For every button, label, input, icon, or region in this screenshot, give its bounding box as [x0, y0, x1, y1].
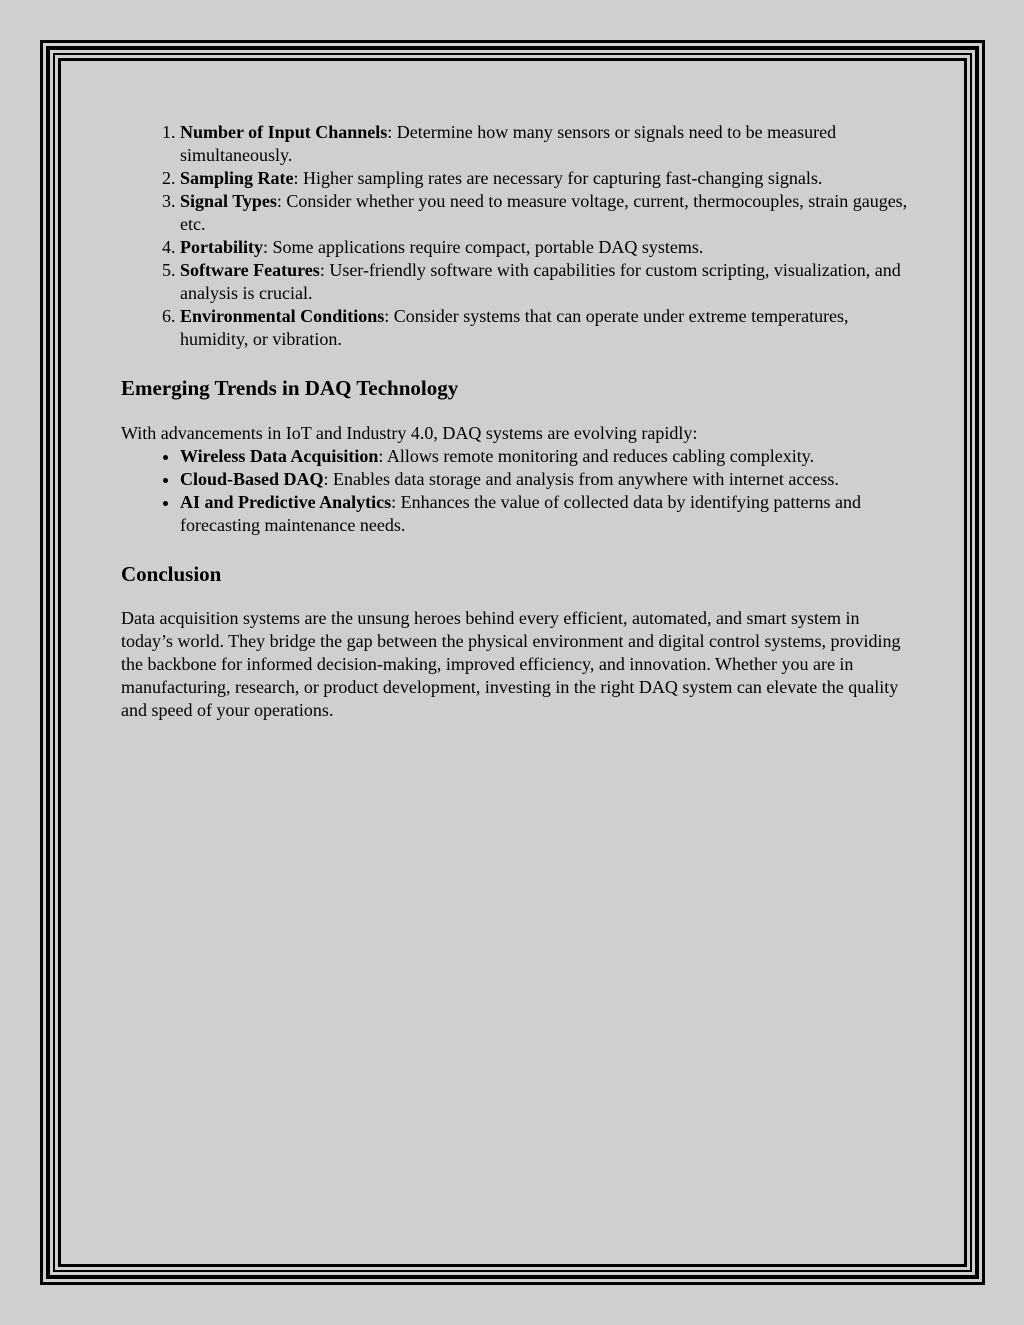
- list-item-term: AI and Predictive Analytics: [180, 492, 392, 512]
- list-item-term: Signal Types: [180, 191, 277, 211]
- trends-list: [121, 445, 911, 537]
- list-item: [180, 236, 911, 259]
- list-item-desc: : Determine how many sensors or signals need to be measured simultaneously.: [180, 122, 837, 165]
- list-item-desc: : User-friendly software with capabilities for custom scripting, visualization, and analysis is crucial.: [180, 260, 901, 303]
- list-item-desc: : Higher sampling rates are necessary for capturing fast-changing signals.: [293, 168, 823, 188]
- list-item-term: Sampling Rate: [180, 168, 294, 188]
- list-item-term: Environmental Conditions: [180, 306, 385, 326]
- list-item: [180, 491, 911, 537]
- list-item-term: Wireless Data Acquisition: [180, 446, 379, 466]
- list-item: [180, 167, 911, 190]
- list-item: [180, 121, 911, 167]
- list-item-desc: : Enables data storage and analysis from anywhere with internet access.: [323, 469, 839, 489]
- list-item: [180, 468, 911, 491]
- list-item-desc: : Allows remote monitoring and reduces cabling complexity.: [378, 446, 815, 466]
- list-item-desc: : Consider whether you need to measure voltage, current, thermocouples, strain gauges, etc.: [180, 191, 908, 234]
- selection-factors-list: [121, 121, 911, 351]
- list-item-term: Number of Input Channels: [180, 122, 388, 142]
- list-item-desc: : Some applications require compact, portable DAQ systems.: [263, 237, 704, 257]
- list-item-term: Cloud-Based DAQ: [180, 469, 324, 489]
- list-item: [180, 305, 911, 351]
- trends-intro: With advancements in IoT and Industry 4.0, DAQ systems are evolving rapidly:: [121, 423, 698, 443]
- list-item: [180, 190, 911, 236]
- list-item-term: Portability: [180, 237, 263, 257]
- document-body: [121, 121, 911, 722]
- list-item-desc: : Consider systems that can operate under extreme temperatures, humidity, or vibration.: [180, 306, 849, 349]
- list-item: [180, 259, 911, 305]
- list-item-term: Software Features: [180, 260, 320, 280]
- conclusion-paragraph: Data acquisition systems are the unsung heroes behind every efficient, automated, and smart system in today’s world. They bridge the gap between the physical environment and digital control systems, providing the backbone for informed decision-making, improved efficiency, and innovation. Whether you are in manufacturing, research, or product development, investing in the right DAQ system can elevate the quality and speed of your operations.: [121, 608, 901, 720]
- list-item-desc: : Enhances the value of collected data by identifying patterns and forecasting maintenance needs.: [180, 492, 861, 535]
- conclusion-heading: Conclusion: [121, 562, 222, 586]
- trends-heading: Emerging Trends in DAQ Technology: [121, 376, 459, 400]
- list-item: [180, 445, 911, 468]
